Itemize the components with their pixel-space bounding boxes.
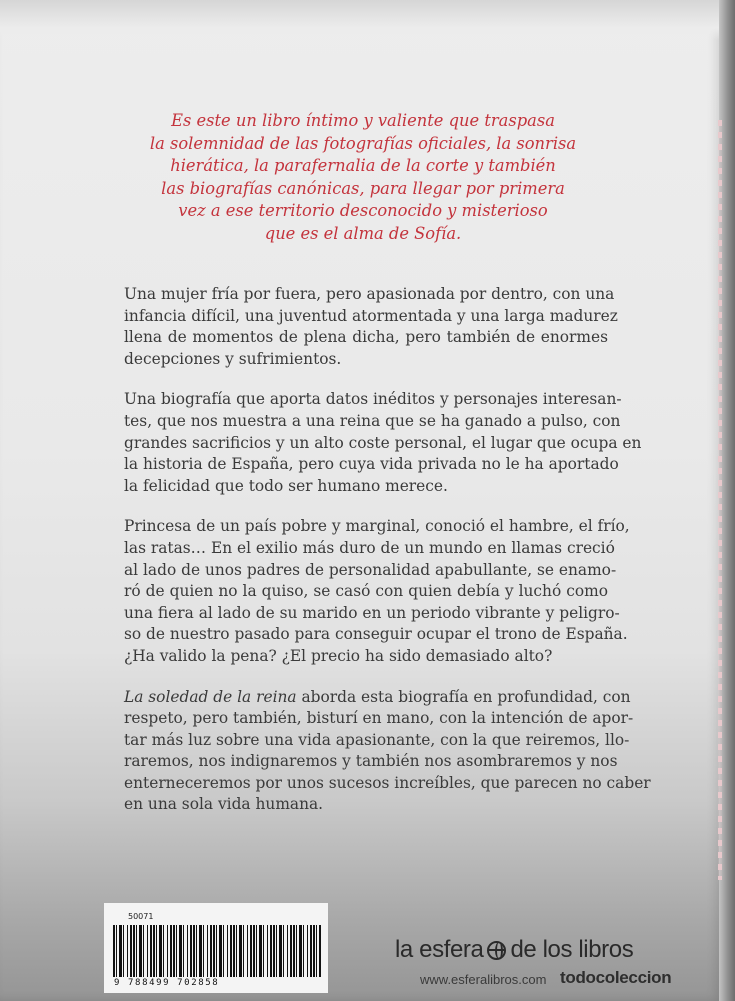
- quote-line: hierática, la parafernalia de la corte y también: [170, 156, 556, 176]
- globe-icon: [487, 941, 506, 960]
- text-line: Princesa de un país pobre y marginal, conoció el hambre, el frío,: [124, 517, 630, 536]
- text-line: [124, 687, 631, 709]
- text-line: decepciones y sufrimientos.: [124, 349, 342, 368]
- synopsis-paragraph-2: [124, 389, 642, 497]
- book-title: La soledad de la reina: [124, 687, 297, 706]
- publisher-name-start: la esfera: [395, 936, 484, 963]
- publisher-name-end: de los libros: [510, 936, 634, 963]
- text-line: Una mujer fría por fuera, pero apasionada por dentro, con una: [124, 285, 615, 303]
- quote-line: que es el alma de Sofía.: [264, 223, 462, 243]
- barcode-bars: [113, 925, 321, 977]
- publisher-website: www.esferalibros.com: [420, 972, 547, 987]
- text-line: tar más luz sobre una vida apasionante, con la que reiremos, llo-: [124, 730, 630, 749]
- publisher-logo: [395, 936, 633, 964]
- barcode-code: 50071: [128, 912, 154, 921]
- text-line: grandes sacrificios y un alto coste personal, el lugar que ocupa en: [124, 433, 642, 452]
- text-line: llena de momentos de plena dicha, pero también de enormes: [124, 328, 608, 347]
- text-line: la historia de España, pero cuya vida privada no le ha aportado: [124, 455, 619, 474]
- pull-quote: [128, 110, 598, 246]
- text-line: raremos, nos indignaremos y también nos asombraremos y nos: [124, 752, 618, 771]
- text-line: las ratas… En el exilio más duro de un mundo en llamas creció: [124, 538, 615, 557]
- text-line: so de nuestro pasado para conseguir ocupar el trono de España.: [124, 625, 628, 644]
- synopsis-paragraph-3: [124, 516, 630, 667]
- text-line: una fiera al lado de su marido en un periodo vibrante y peligro-: [124, 603, 620, 622]
- text-line: la felicidad que todo ser humano merece.: [124, 476, 448, 495]
- text-line: respeto, pero también, bisturí en mano, con la intención de apor-: [124, 709, 634, 728]
- synopsis-paragraph-4: [124, 687, 651, 817]
- synopsis-paragraph-1: [124, 284, 618, 370]
- quote-line: las biografías canónicas, para llegar por primera: [161, 178, 565, 198]
- isbn-number: 9 788499 702858: [114, 978, 220, 988]
- cover-top-edge: [0, 0, 735, 40]
- synopsis: [124, 284, 651, 835]
- watermark: todocoleccion: [560, 968, 672, 987]
- spine-stripe: [718, 120, 722, 880]
- quote-line: Es este un libro íntimo y valiente que traspasa: [171, 111, 555, 130]
- text-line: infancia difícil, una juventud atormentada y una larga madurez: [124, 306, 618, 325]
- text-line: en una sola vida humana.: [124, 795, 324, 814]
- text-line: Una biografía que aporta datos inéditos y personajes interesan-: [124, 390, 622, 409]
- text-line: enterneceremos por unos sucesos increíbles, que parecen no caber: [124, 773, 651, 792]
- quote-line: la solemnidad de las fotografías oficiales, la sonrisa: [149, 133, 577, 153]
- text-line: ¿Ha valido la pena? ¿El precio ha sido demasiado alto?: [124, 646, 553, 665]
- text-line: ró de quien no la quiso, se casó con quien debía y luchó como: [124, 582, 608, 601]
- text-line: al lado de unos padres de personalidad apabullante, se enamo-: [124, 560, 617, 579]
- text-fragment: aborda esta biografía en profundidad, con: [296, 687, 631, 706]
- text-line: tes, que nos muestra a una reina que se ha ganado a pulso, con: [124, 411, 621, 430]
- quote-line: vez a ese territorio desconocido y misterioso: [178, 201, 548, 221]
